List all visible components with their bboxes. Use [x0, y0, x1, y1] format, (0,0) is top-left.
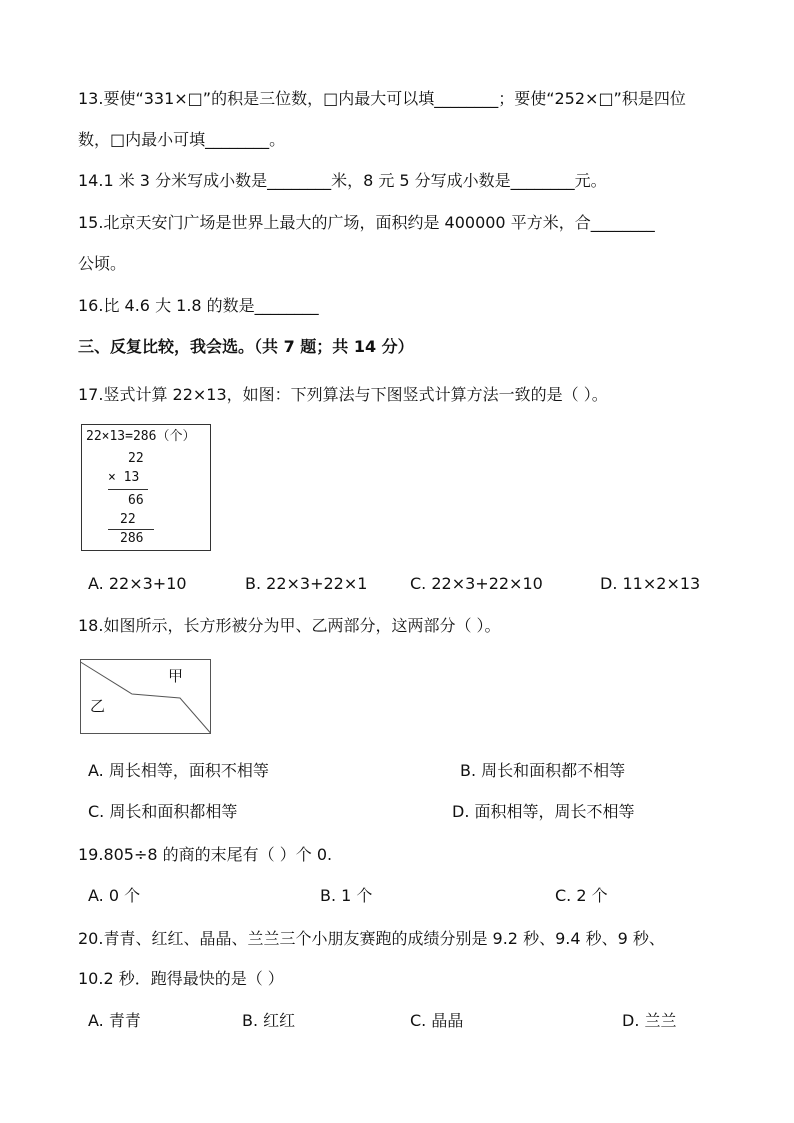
q17-fig-top: 22: [128, 451, 144, 466]
q16-text: 16.比 4.6 大 1.8 的数是________: [78, 296, 319, 315]
q19-option-b[interactable]: B. 1 个: [320, 886, 373, 905]
section3-heading: 三、反复比较，我会选。（共 7 题；共 14 分）: [78, 337, 414, 356]
q17-option-d[interactable]: D. 11×2×13: [600, 574, 701, 593]
q15-line2: 公顷。: [78, 254, 127, 273]
q17-fig-mult: × 13: [108, 470, 140, 485]
q17-option-b[interactable]: B. 22×3+22×1: [245, 574, 368, 593]
q15-line1: 15.北京天安门广场是世界上最大的广场，面积约是 400000 平方米，合________: [78, 213, 655, 232]
q20-option-b[interactable]: B. 红红: [242, 1011, 296, 1030]
q19-stem: 19.805÷8 的商的末尾有（ ）个 0.: [78, 845, 333, 864]
q19-option-a[interactable]: A. 0 个: [88, 886, 141, 905]
q17-fig-rule1: [108, 489, 148, 490]
q17-option-a[interactable]: A. 22×3+10: [88, 574, 187, 593]
q20-option-a[interactable]: A. 青青: [88, 1011, 141, 1030]
q13-line2: 数，□内最小可填________。: [78, 130, 286, 149]
q17-fig-rule2: [108, 529, 154, 530]
q13-line1: 13.要使“331×□”的积是三位数，□内最大可以填________；要使“252×□”积是四位: [78, 89, 686, 108]
q14-text: 14.1 米 3 分米写成小数是________米，8 元 5 分写成小数是________元。: [78, 171, 607, 190]
q17-option-c[interactable]: C. 22×3+22×10: [410, 574, 543, 593]
q17-stem: 17.竖式计算 22×13，如图：下列算法与下图竖式计算方法一致的是（ ）。: [78, 385, 608, 404]
q17-fig-p2: 22: [120, 512, 136, 527]
q18-label-yi: 乙: [90, 697, 106, 715]
q18-option-b[interactable]: B. 周长和面积都不相等: [460, 761, 626, 780]
q20-option-d[interactable]: D. 兰兰: [622, 1011, 677, 1030]
q17-fig-result: 286: [120, 531, 144, 546]
q20-line1: 20.青青、红红、晶晶、兰兰三个小朋友赛跑的成绩分别是 9.2 秒、9.4 秒、9 秒、: [78, 929, 665, 948]
q20-line2: 10.2 秒．跑得最快的是（ ）: [78, 969, 284, 988]
q18-stem: 18.如图所示，长方形被分为甲、乙两部分，这两部分（ ）。: [78, 616, 501, 635]
q17-fig-header: 22×13=286（个）: [86, 429, 196, 444]
q18-label-jia: 甲: [168, 667, 184, 685]
q17-fig-p1: 66: [128, 493, 144, 508]
q18-option-d[interactable]: D. 面积相等，周长不相等: [452, 802, 635, 821]
q17-figure: [81, 424, 211, 551]
q18-option-c[interactable]: C. 周长和面积都相等: [88, 802, 238, 821]
q19-option-c[interactable]: C. 2 个: [555, 886, 608, 905]
q20-option-c[interactable]: C. 晶晶: [410, 1011, 464, 1030]
q18-option-a[interactable]: A. 周长相等，面积不相等: [88, 761, 269, 780]
q18-rectangle-figure: [80, 659, 212, 735]
